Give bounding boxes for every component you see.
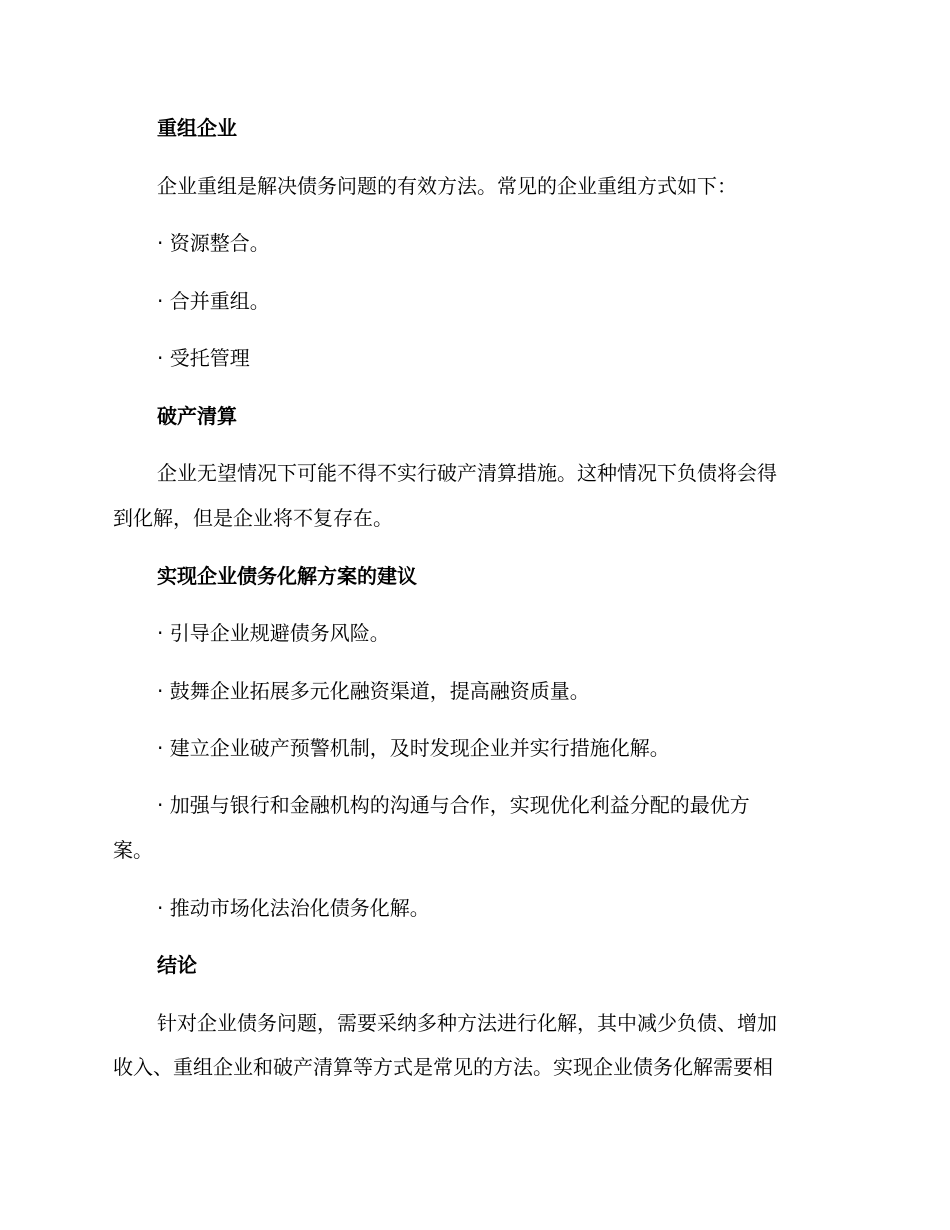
bankruptcy-paragraph-line1: 企业无望情况下可能不得不实行破产清算措施。这种情况下负债将会得 (157, 461, 777, 485)
bullet-resource-integration: · 资源整合。 (157, 231, 270, 255)
heading-restructure: 重组企业 (157, 116, 237, 140)
suggestion-bullet-4-line1: · 加强与银行和金融机构的沟通与合作，实现优化利益分配的最优方 (157, 793, 750, 817)
suggestion-bullet-1: · 引导企业规避债务风险。 (157, 621, 390, 645)
suggestion-bullet-2: · 鼓舞企业拓展多元化融资渠道，提高融资质量。 (157, 679, 590, 703)
conclusion-paragraph-line1: 针对企业债务问题，需要采纳多种方法进行化解，其中减少负债、增加 (157, 1011, 777, 1035)
suggestion-bullet-4-line2: 案。 (113, 838, 153, 862)
heading-conclusion: 结论 (157, 953, 197, 977)
heading-suggestions: 实现企业债务化解方案的建议 (157, 564, 417, 588)
bullet-trusteeship: · 受托管理 (157, 346, 250, 370)
suggestion-bullet-3: · 建立企业破产预警机制，及时发现企业并实行措施化解。 (157, 736, 670, 760)
heading-bankruptcy: 破产清算 (157, 404, 237, 428)
restructure-intro: 企业重组是解决债务问题的有效方法。常见的企业重组方式如下： (157, 174, 737, 198)
suggestion-bullet-5: · 推动市场化法治化债务化解。 (157, 896, 430, 920)
bullet-merger: · 合并重组。 (157, 289, 270, 313)
bankruptcy-paragraph-line2: 到化解，但是企业将不复存在。 (113, 506, 393, 530)
conclusion-paragraph-line2: 收入、重组企业和破产清算等方式是常见的方法。实现企业债务化解需要相 (113, 1055, 773, 1079)
